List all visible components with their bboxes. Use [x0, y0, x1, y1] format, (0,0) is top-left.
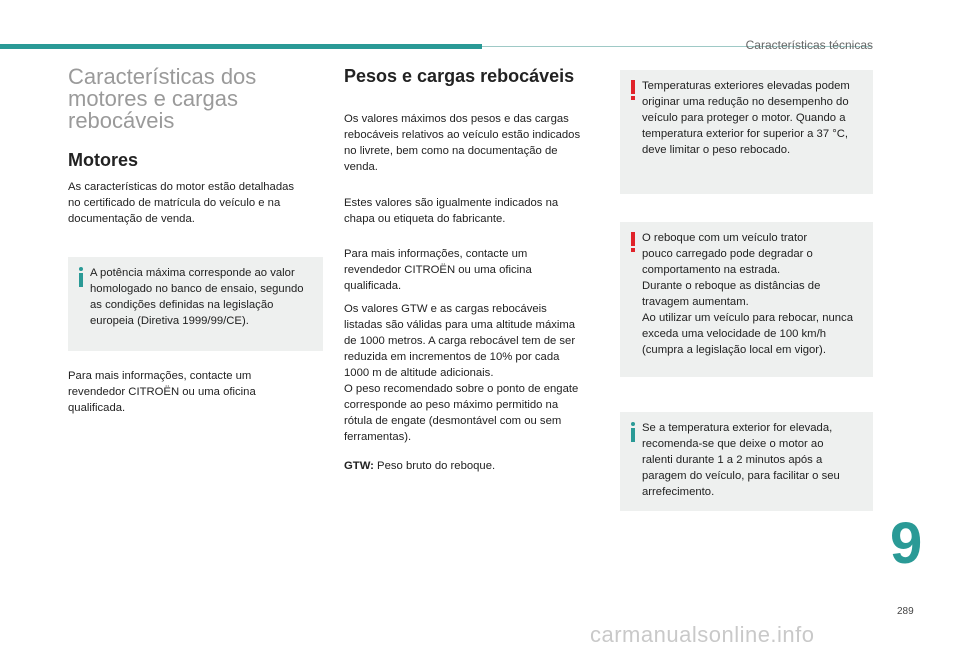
text-line: pouco carregado pode degradar o — [642, 248, 813, 260]
chapter-number: 9 — [890, 511, 923, 576]
text-line: revendedor CITROËN ou uma oficina — [344, 264, 532, 276]
text-line: europeia (Diretiva 1999/99/CE). — [90, 315, 249, 327]
warning-box-towing — [620, 222, 873, 377]
watermark: carmanualsonline.info — [590, 622, 815, 647]
info-box-cooling — [620, 412, 873, 511]
text-line: corresponde ao peso máximo permitido na — [344, 399, 559, 411]
gtw-definition — [344, 458, 495, 474]
text-line: no certificado de matrícula do veículo e na — [68, 197, 281, 209]
section-heading-engines: Motores — [68, 150, 139, 170]
text-line: Para mais informações, contacte um — [68, 370, 252, 382]
gtw-text: Peso bruto do reboque. — [373, 460, 496, 472]
text-line: comportamento na estrada. — [642, 264, 781, 276]
page-title — [68, 66, 256, 132]
text-line: temperatura exterior for superior a 37 °C, — [642, 128, 849, 140]
page-title-line: rebocáveis — [68, 108, 175, 133]
text-line: Ao utilizar um veículo para rebocar, nunca — [642, 312, 853, 324]
text-line: exceda uma velocidade de 100 km/h — [642, 328, 827, 340]
text-line: travagem aumentam. — [642, 296, 749, 308]
text-line: A potência máxima corresponde ao valor — [90, 267, 295, 279]
text-line: Para mais informações, contacte um — [344, 248, 528, 260]
info-icon — [76, 267, 86, 287]
page-title-line: Características dos — [68, 64, 257, 89]
text-line: ralenti durante 1 a 2 minutos após a — [642, 454, 823, 466]
text-line: Os valores GTW e as cargas rebocáveis — [344, 303, 547, 315]
text-line: homologado no banco de ensaio, segundo — [90, 283, 304, 295]
text-line: revendedor CITROËN ou uma oficina — [68, 386, 256, 398]
text-line: ferramentas). — [344, 431, 412, 443]
text-line: As características do motor estão detalhadas — [68, 181, 295, 193]
engines-paragraph — [68, 179, 294, 227]
contact-paragraph — [344, 246, 532, 294]
info-icon — [628, 422, 638, 442]
text-line: rebocáveis relativos ao veículo estão indicados — [344, 129, 581, 141]
info-box-power — [68, 257, 323, 351]
text-line: as condições definidas na legislação — [90, 299, 274, 311]
text-line: arrefecimento. — [642, 486, 715, 498]
contact-paragraph — [68, 368, 256, 416]
text-line: Se a temperatura exterior for elevada, — [642, 422, 833, 434]
weights-paragraph — [344, 111, 580, 175]
running-title: Características técnicas — [745, 38, 873, 52]
text-line: deve limitar o peso rebocado. — [642, 144, 791, 156]
text-line: documentação de venda. — [68, 213, 195, 225]
text-line: Estes valores são igualmente indicados na — [344, 197, 559, 209]
gtw-label: GTW: — [344, 460, 374, 472]
text-line: Temperaturas exteriores elevadas podem — [642, 80, 850, 92]
text-line: reduzida em incrementos de 10% por cada — [344, 351, 560, 363]
warning-icon — [628, 232, 638, 252]
plate-paragraph — [344, 195, 558, 227]
warning-icon — [628, 80, 638, 100]
text-line: 1000 m de altitude adicionais. — [344, 367, 494, 379]
text-line: paragem do veículo, para facilitar o seu — [642, 470, 840, 482]
text-line: de 1000 metros. A carga rebocável tem de ser — [344, 335, 576, 347]
text-line: Os valores máximos dos pesos e das cargas — [344, 113, 569, 125]
page-number: 289 — [897, 606, 914, 617]
text-line: qualificada. — [344, 280, 402, 292]
text-line: qualificada. — [68, 402, 126, 414]
text-line: recomenda-se que deixe o motor ao — [642, 438, 824, 450]
text-line: venda. — [344, 161, 378, 173]
gtw-altitude-paragraph — [344, 301, 578, 445]
text-line: (cumpra a legislação local em vigor). — [642, 344, 826, 356]
text-line: veículo para proteger o motor. Quando a — [642, 112, 846, 124]
header-accent-bar — [0, 44, 482, 49]
text-line: originar uma redução no desempenho do — [642, 96, 849, 108]
text-line: listadas são válidas para uma altitude máxima — [344, 319, 576, 331]
page-title-line: motores e cargas — [68, 86, 238, 111]
text-line: chapa ou etiqueta do fabricante. — [344, 213, 506, 225]
text-line: O peso recomendado sobre o ponto de engate — [344, 383, 579, 395]
text-line: O reboque com um veículo trator — [642, 232, 808, 244]
text-line: Durante o reboque as distâncias de — [642, 280, 821, 292]
section-heading-towing: Pesos e cargas rebocáveis — [344, 66, 575, 86]
warning-box-temperature — [620, 70, 873, 194]
text-line: no livrete, bem como na documentação de — [344, 145, 558, 157]
text-line: rótula de engate (desmontável com ou sem — [344, 415, 562, 427]
